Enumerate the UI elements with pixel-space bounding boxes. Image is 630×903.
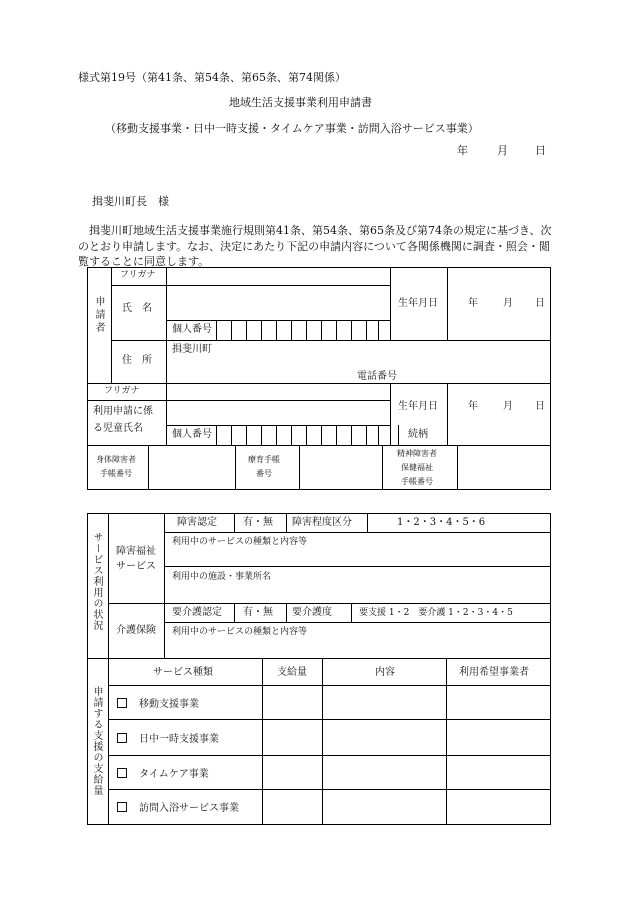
- disability-degree-values: 1・2・3・4・5・6: [397, 517, 486, 528]
- mental-handbook-label-1: 精神障害者: [397, 449, 437, 458]
- applicant-birth-year: 年: [468, 298, 478, 309]
- col-content: 内容: [375, 667, 395, 678]
- applicant-name-label: 氏 名: [122, 303, 152, 314]
- care-cert-label: 要介護認定: [172, 607, 222, 618]
- applicant-birth-month: 月: [503, 298, 513, 309]
- child-furigana-label: フリガナ: [104, 386, 140, 396]
- form-subtitle: （移動支援事業・日中一時支援・タイムケア事業・訪問入浴サービス事業）: [105, 122, 479, 135]
- disability-degree-label: 障害程度区分: [292, 517, 352, 528]
- mental-handbook-label-2: 保健福祉: [401, 463, 433, 472]
- ryoiku-handbook-label-2: 番号: [256, 469, 272, 478]
- addressee: 揖斐川町長 様: [92, 195, 169, 208]
- care-yes-no: 有・無: [243, 607, 273, 618]
- col-provider: 利用希望事業者: [459, 667, 529, 678]
- service-row-label: 移動支援事業: [139, 699, 199, 710]
- child-birth-month: 月: [503, 401, 513, 412]
- care-degree-label: 要介護度: [292, 607, 332, 618]
- supply-section-label: 申請する支援の支給量: [91, 686, 102, 796]
- care-service-types-label: 利用中のサービスの種類と内容等: [172, 627, 308, 637]
- physical-handbook-label-1: 身体障害者: [96, 455, 136, 464]
- ryoiku-handbook-label-1: 療育手帳: [248, 455, 280, 464]
- child-birth-year: 年: [468, 401, 478, 412]
- date-month: 月: [497, 144, 508, 157]
- form-number: 様式第19号（第41条、第54条、第65条、第74関係）: [78, 71, 346, 84]
- checkbox-icon[interactable]: [117, 768, 127, 778]
- checkbox-icon[interactable]: [117, 733, 127, 743]
- care-insurance-label: 介護保険: [116, 625, 156, 636]
- checkbox-icon[interactable]: [117, 802, 127, 812]
- checkbox-icon[interactable]: [117, 698, 127, 708]
- child-birth-label: 生年月日: [398, 401, 438, 412]
- mental-handbook-label-3: 手帳番号: [401, 477, 433, 486]
- child-birth-day: 日: [535, 401, 545, 412]
- date-year: 年: [457, 144, 468, 157]
- service-row-3[interactable]: [117, 768, 209, 780]
- form-title: 地域生活支援事業利用申請書: [229, 96, 372, 109]
- applicant-birth-label: 生年月日: [398, 298, 438, 309]
- applicant-table: [87, 267, 551, 490]
- service-row-label: 日中一時支援事業: [139, 734, 219, 745]
- applicant-section-label: 申請者: [93, 296, 104, 335]
- care-degree-values: 要支援 1・2 要介護 1・2・3・4・5: [359, 608, 513, 618]
- child-name-label-1: 利用申請に係: [93, 406, 153, 417]
- service-row-label: タイムケア事業: [139, 769, 209, 780]
- child-name-label-2: る児童氏名: [93, 423, 143, 434]
- applicant-birth-day: 日: [535, 298, 545, 309]
- col-supply-amount: 支給量: [277, 667, 307, 678]
- welfare-facility-label: 利用中の施設・事業所名: [172, 572, 272, 582]
- col-service-type: サービス種類: [153, 667, 213, 678]
- welfare-service-types-label: 利用中のサービスの種類と内容等: [172, 537, 308, 547]
- disability-cert-label: 障害認定: [177, 517, 217, 528]
- service-row-4[interactable]: [117, 802, 239, 814]
- child-personal-no-label: 個人番号: [172, 429, 212, 440]
- service-row-label: 訪問入浴サービス事業: [139, 803, 239, 814]
- applicant-personal-no-label: 個人番号: [172, 324, 212, 335]
- disability-yes-no: 有・無: [243, 517, 273, 528]
- applicant-address-value: 揖斐川町: [172, 344, 212, 355]
- service-row-1[interactable]: [117, 698, 199, 710]
- applicant-phone-label: 電話番号: [357, 371, 397, 382]
- usage-section-label: サービス利用の状況: [91, 532, 102, 631]
- service-row-2[interactable]: [117, 733, 219, 745]
- applicant-furigana-label: フリガナ: [120, 270, 156, 280]
- declaration-text: 揖斐川町地域生活支援事業施行規則第41条、第54条、第65条及び第74条の規定に基づき、次のとおり申請します。なお、決定にあたり下記の申請内容について各関係機関に調査・照会・閲覧することに同意します。: [78, 224, 552, 268]
- physical-handbook-label-2: 手帳番号: [100, 469, 132, 478]
- date-day: 日: [535, 144, 546, 157]
- child-relation-label: 続柄: [408, 429, 428, 440]
- applicant-address-label: 住 所: [122, 355, 152, 366]
- welfare-label-2: サービス: [116, 561, 156, 572]
- welfare-label-1: 障害福祉: [116, 546, 156, 557]
